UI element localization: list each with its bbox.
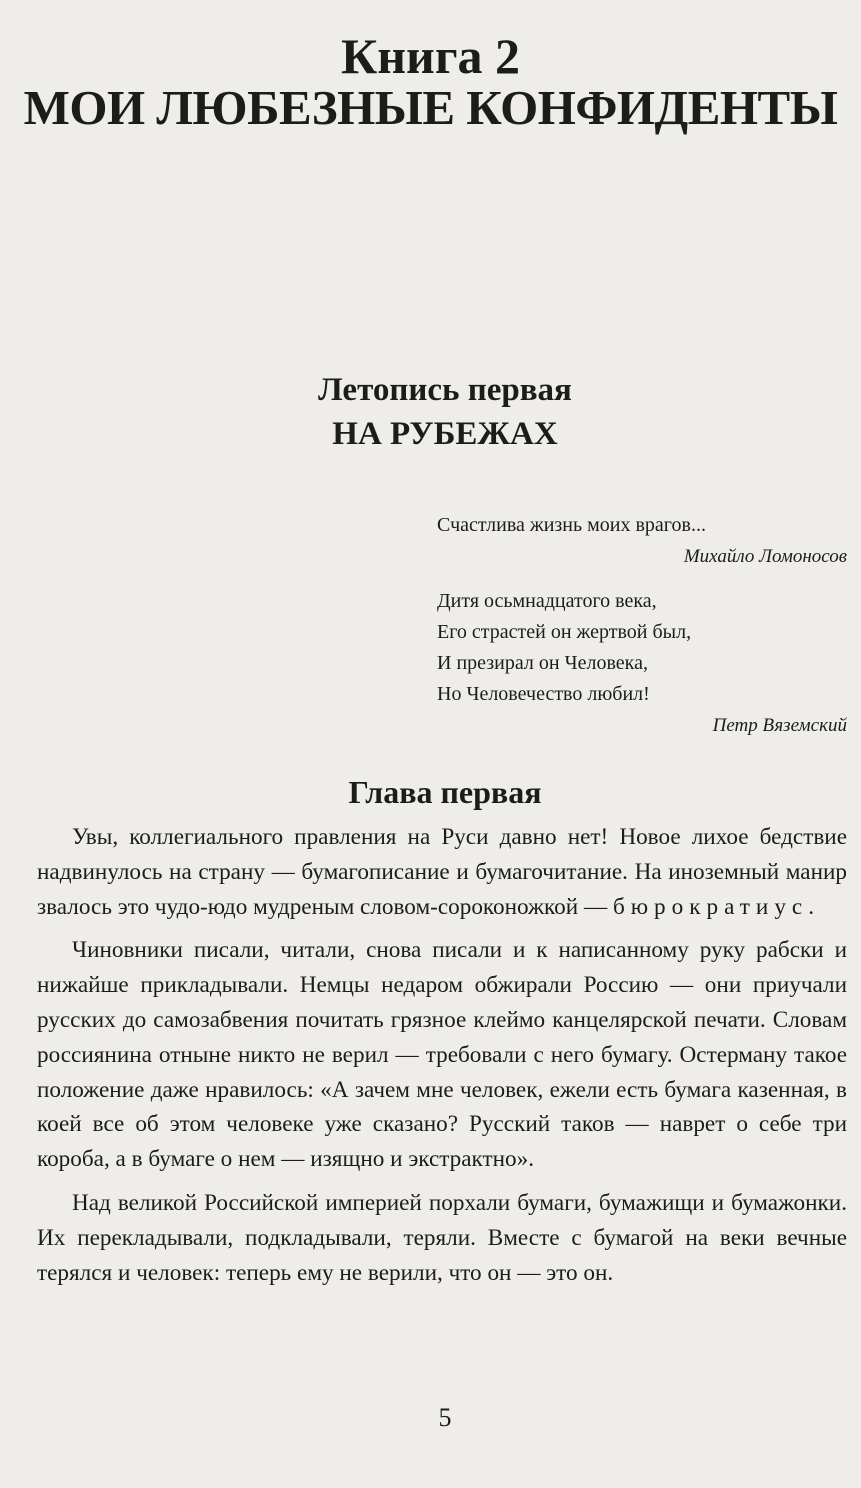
epigraph-2 bbox=[437, 586, 847, 741]
chapter-title: Глава первая bbox=[348, 774, 542, 810]
epigraph-line: Дитя осьмнадцатого века, bbox=[437, 590, 657, 612]
epigraph-line: Но Человечество любил! bbox=[437, 683, 650, 705]
chronicle-title: НА РУБЕЖАХ bbox=[332, 416, 558, 452]
epigraphs bbox=[437, 510, 847, 741]
paragraph-2: Чиновники писали, читали, снова писали и к написанному руку рабски и нижайше прикладывали. Немцы недаром обжирали Россию — они приучали русских до самозабвения почитать грязное клеймо канцелярской печати. Словам россиянина отныне никто не верил — требовали с него бумагу. Остерману такое положение даже нравилось: «А зачем мне человек, ежели есть бумага казенная, в коей все об этом человеке уже сказано? Русский таков — наврет о себе три короба, а в бумаге о нем — изящно и экстрактно». bbox=[37, 937, 847, 1173]
paragraph-1-text: Увы, коллегиального правления на Руси давно нет! Новое лихое бедствие надвинулось на страну — бумагописание и бумагочитание. На иноземный манир звалось это чудо-юдо мудреным словом-сороконожкой — bbox=[37, 824, 847, 920]
page-number: 5 bbox=[438, 1403, 452, 1432]
epigraph-author: Михайло Ломоносов bbox=[683, 546, 847, 567]
epigraph-1 bbox=[437, 510, 847, 572]
paragraph-1 bbox=[37, 820, 847, 924]
chronicle-label: Летопись первая bbox=[318, 372, 572, 408]
epigraph-line: Счастлива жизнь моих врагов... bbox=[437, 514, 706, 536]
epigraph-author: Петр Вяземский bbox=[712, 715, 847, 736]
book-title: МОИ ЛЮБЕЗНЫЕ КОНФИДЕНТЫ bbox=[23, 80, 838, 135]
paragraph-3: Над великой Российской империей порхали бумаги, бумажищи и бумажонки. Их перекладывали, подкладывали, теряли. Вместе с бумагой на веки вечные терялся и человек: теперь ему не верили, что он — это он. bbox=[37, 1189, 847, 1286]
paragraph-1-spaced-word: бюрократиус. bbox=[612, 893, 821, 920]
chapter-body bbox=[37, 820, 847, 1299]
epigraph-line: И презирал он Человека, bbox=[437, 652, 648, 674]
book-label: Книга 2 bbox=[340, 28, 521, 84]
epigraph-line: Его страстей он жертвой был, bbox=[437, 621, 692, 643]
